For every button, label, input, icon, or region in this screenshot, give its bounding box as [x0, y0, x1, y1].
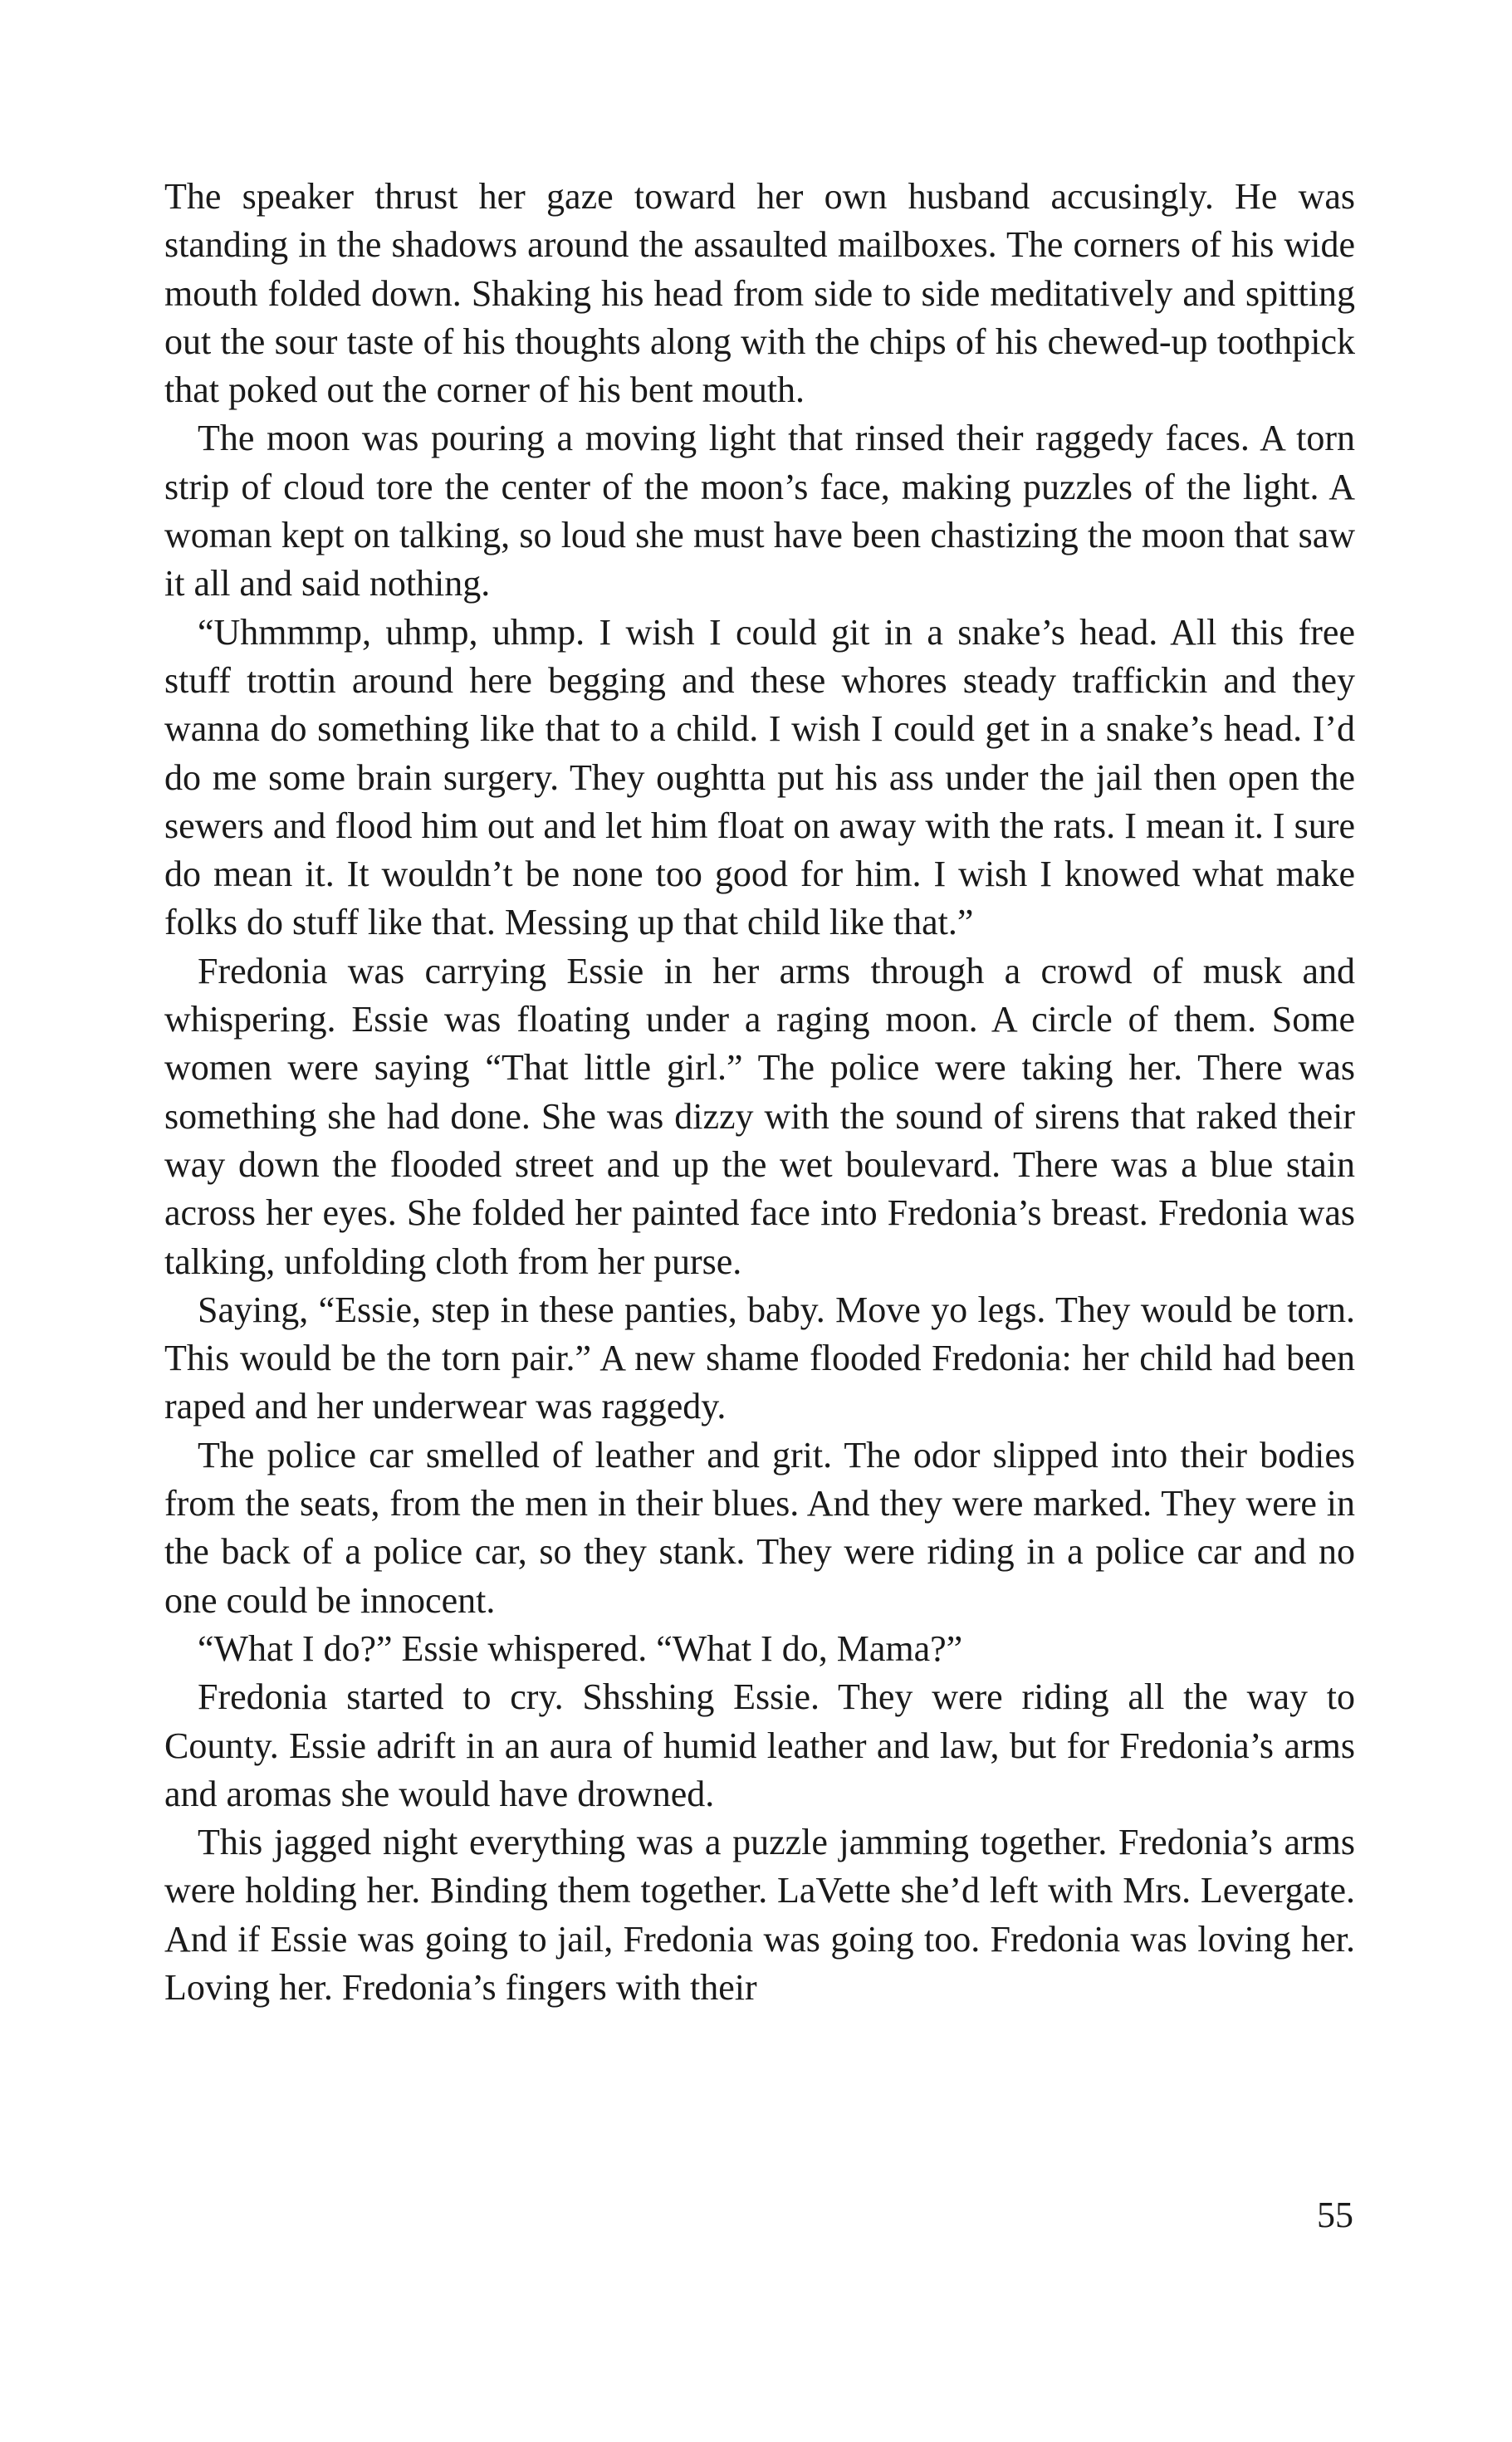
paragraph-1: The speaker thrust her gaze toward her own husband accusingly. He was standing in the shadows around the assaulted mailboxes. The corners of his wide mouth folded down. Shaking his head from side to side meditatively and spitting out the sour taste of his thoughts along with the chips of his chewed-up toothpick that poked out the corner of his bent mouth. — [164, 176, 1355, 411]
paragraph-9: This jagged night everything was a puzzle jamming together. Fredonia’s arms were holding her. Binding them together. LaVette she’d left with Mrs. Levergate. And if Essie was going to jail, Fredonia was going too. Fredonia was loving her. Loving her. Fredonia’s fingers with their — [164, 1822, 1355, 2008]
paragraph-3: “Uhmmmp, uhmp, uhmp. I wish I could git in a snake’s head. All this free stuff trottin around here begging and these whores steady traffickin and they wanna do something like that to a child. I wish I could get in a snake’s head. I’d do me some brain surgery. They oughtta put his ass under the jail then open the sewers and flood him out and let him float on away with the rats. I mean it. I sure do mean it. It wouldn’t be none too good for him. I wish I knowed what make folks do stuff like that. Messing up that child like that.” — [164, 611, 1355, 943]
paragraph-6: The police car smelled of leather and grit. The odor slipped into their bodies from the seats, from the men in their blues. And they were marked. They were in the back of a police car, so they stank. They were riding in a police car and no one could be innocent. — [164, 1434, 1355, 1621]
paragraph-4: Fredonia was carrying Essie in her arms through a crowd of musk and whispering. Essie was floating under a raging moon. A circle of them. Some women were saying “That little girl.” The police were taking her. There was something she had done. She was dizzy with the sound of sirens that raked their way down the flooded street and up the wet boulevard. There was a blue stain across her eyes. She folded her painted face into Fredonia’s breast. Fredonia was talking, unfolding cloth from her purse. — [164, 950, 1355, 1282]
body-text — [164, 173, 1355, 2012]
page-number: 55 — [1317, 2195, 1353, 2235]
paragraph-7: “What I do?” Essie whispered. “What I do, Mama?” — [198, 1627, 963, 1669]
paragraph-8: Fredonia started to cry. Shsshing Essie. They were riding all the way to County. Essie adrift in an aura of humid leather and law, but for Fredonia’s arms and aromas she would have drowned. — [164, 1676, 1355, 1814]
paragraph-5: Saying, “Essie, step in these panties, baby. Move yo legs. They would be torn. This would be the torn pair.” A new shame flooded Fredonia: her child had been raped and her underwear was raggedy. — [164, 1289, 1355, 1427]
paragraph-2: The moon was pouring a moving light that rinsed their raggedy faces. A torn strip of cloud tore the center of the moon’s face, making puzzles of the light. A woman kept on talking, so loud she must have been chastizing the moon that saw it all and said nothing. — [164, 418, 1355, 604]
